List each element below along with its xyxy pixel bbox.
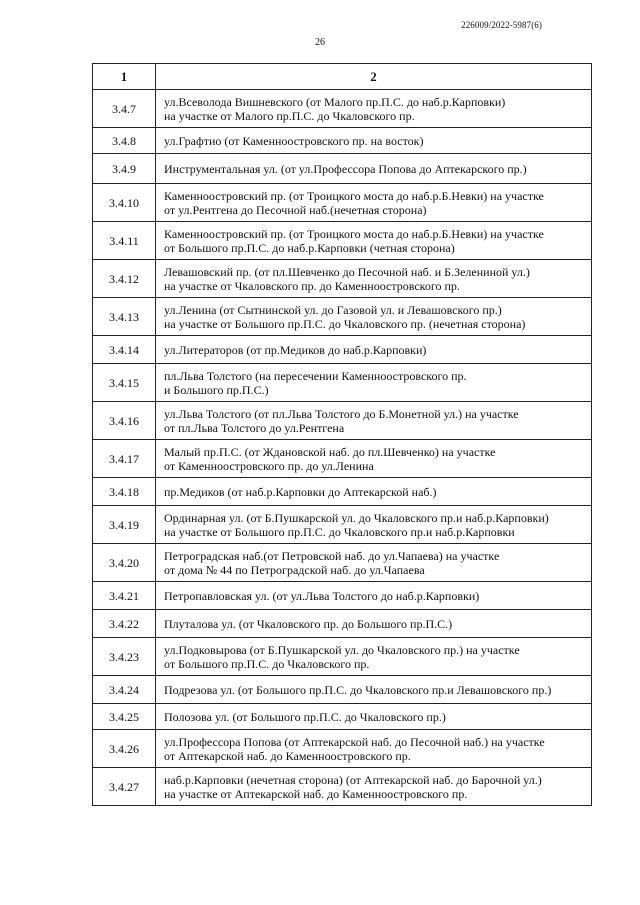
row-description: Подрезова ул. (от Большого пр.П.С. до Чкаловского пр.и Левашовского пр.) [156, 676, 592, 704]
row-number: 3.4.21 [93, 582, 156, 610]
row-description: Малый пр.П.С. (от Ждановской наб. до пл.Шевченко) на участке от Каменноостровского пр. до ул.Ленина [156, 440, 592, 478]
table-row [93, 222, 592, 260]
table-row [93, 638, 592, 676]
row-number: 3.4.15 [93, 364, 156, 402]
row-description: Полозова ул. (от Большого пр.П.С. до Чкаловского пр.) [156, 704, 592, 730]
row-number: 3.4.24 [93, 676, 156, 704]
street-registry-table [92, 63, 592, 806]
table-row [93, 582, 592, 610]
column-header-number: 1 [93, 64, 156, 90]
row-description: Каменноостровский пр. (от Троицкого моста до наб.р.Б.Невки) на участке от ул.Рентгена до Песочной наб.(нечетная сторона) [156, 184, 592, 222]
row-description: ул.Профессора Попова (от Аптекарской наб. до Песочной наб.) на участке от Аптекарской наб. до Каменноостровского пр. [156, 730, 592, 768]
table-row [93, 440, 592, 478]
row-number: 3.4.11 [93, 222, 156, 260]
row-number: 3.4.23 [93, 638, 156, 676]
row-number: 3.4.26 [93, 730, 156, 768]
row-number: 3.4.19 [93, 506, 156, 544]
document-number: 226009/2022-5987(6) [461, 20, 542, 30]
table-body [93, 90, 592, 806]
row-number: 3.4.7 [93, 90, 156, 128]
row-number: 3.4.13 [93, 298, 156, 336]
row-description: ул.Графтио (от Каменноостровского пр. на восток) [156, 128, 592, 154]
table-row [93, 402, 592, 440]
table-row [93, 336, 592, 364]
row-description: ул.Подковырова (от Б.Пушкарской ул. до Чкаловского пр.) на участке от Большого пр.П.С. до Чкаловского пр. [156, 638, 592, 676]
table-row [93, 704, 592, 730]
row-number: 3.4.10 [93, 184, 156, 222]
table-row [93, 676, 592, 704]
table-row [93, 610, 592, 638]
row-number: 3.4.18 [93, 478, 156, 506]
table-row [93, 260, 592, 298]
row-number: 3.4.9 [93, 154, 156, 184]
table-row [93, 154, 592, 184]
table-row [93, 544, 592, 582]
table-row [93, 364, 592, 402]
row-number: 3.4.20 [93, 544, 156, 582]
row-description: наб.р.Карповки (нечетная сторона) (от Аптекарской наб. до Барочной ул.) на участке от Аптекарской наб. до Каменноостровского пр. [156, 768, 592, 806]
row-number: 3.4.16 [93, 402, 156, 440]
row-description: Петроградская наб.(от Петровской наб. до ул.Чапаева) на участке от дома № 44 по Петроградской наб. до ул.Чапаева [156, 544, 592, 582]
row-description: ул.Литераторов (от пр.Медиков до наб.р.Карповки) [156, 336, 592, 364]
table-row [93, 298, 592, 336]
row-description: Каменноостровский пр. (от Троицкого моста до наб.р.Б.Невки) на участке от Большого пр.П.С. до наб.р.Карповки (четная сторона) [156, 222, 592, 260]
row-number: 3.4.22 [93, 610, 156, 638]
row-description: Инструментальная ул. (от ул.Профессора Попова до Аптекарского пр.) [156, 154, 592, 184]
row-number: 3.4.8 [93, 128, 156, 154]
table-row [93, 768, 592, 806]
row-number: 3.4.25 [93, 704, 156, 730]
page-number: 26 [315, 37, 325, 48]
row-description: Плуталова ул. (от Чкаловского пр. до Большого пр.П.С.) [156, 610, 592, 638]
table-row [93, 730, 592, 768]
row-description: пл.Льва Толстого (на пересечении Каменноостровского пр. и Большого пр.П.С.) [156, 364, 592, 402]
row-number: 3.4.12 [93, 260, 156, 298]
row-description: ул.Льва Толстого (от пл.Льва Толстого до Б.Монетной ул.) на участке от пл.Льва Толстого до ул.Рентгена [156, 402, 592, 440]
table-row [93, 478, 592, 506]
table-row [93, 506, 592, 544]
row-number: 3.4.27 [93, 768, 156, 806]
row-description: Петропавловская ул. (от ул.Льва Толстого до наб.р.Карповки) [156, 582, 592, 610]
row-description: пр.Медиков (от наб.р.Карповки до Аптекарской наб.) [156, 478, 592, 506]
row-number: 3.4.17 [93, 440, 156, 478]
column-header-description: 2 [156, 64, 592, 90]
table-row [93, 90, 592, 128]
row-description: ул.Ленина (от Сытнинской ул. до Газовой ул. и Левашовского пр.) на участке от Большого пр.П.С. до Чкаловского пр. (нечетная сторона) [156, 298, 592, 336]
row-description: Левашовский пр. (от пл.Шевченко до Песочной наб. и Б.Зелениной ул.) на участке от Чкаловского пр. до Каменноостровского пр. [156, 260, 592, 298]
table-header-row [93, 64, 592, 90]
table-row [93, 128, 592, 154]
row-description: ул.Всеволода Вишневского (от Малого пр.П.С. до наб.р.Карповки) на участке от Малого пр.П.С. до Чкаловского пр. [156, 90, 592, 128]
table-row [93, 184, 592, 222]
row-number: 3.4.14 [93, 336, 156, 364]
row-description: Ординарная ул. (от Б.Пушкарской ул. до Чкаловского пр.и наб.р.Карповки) на участке от Большого пр.П.С. до Чкаловского пр.и наб.р.Карповки [156, 506, 592, 544]
